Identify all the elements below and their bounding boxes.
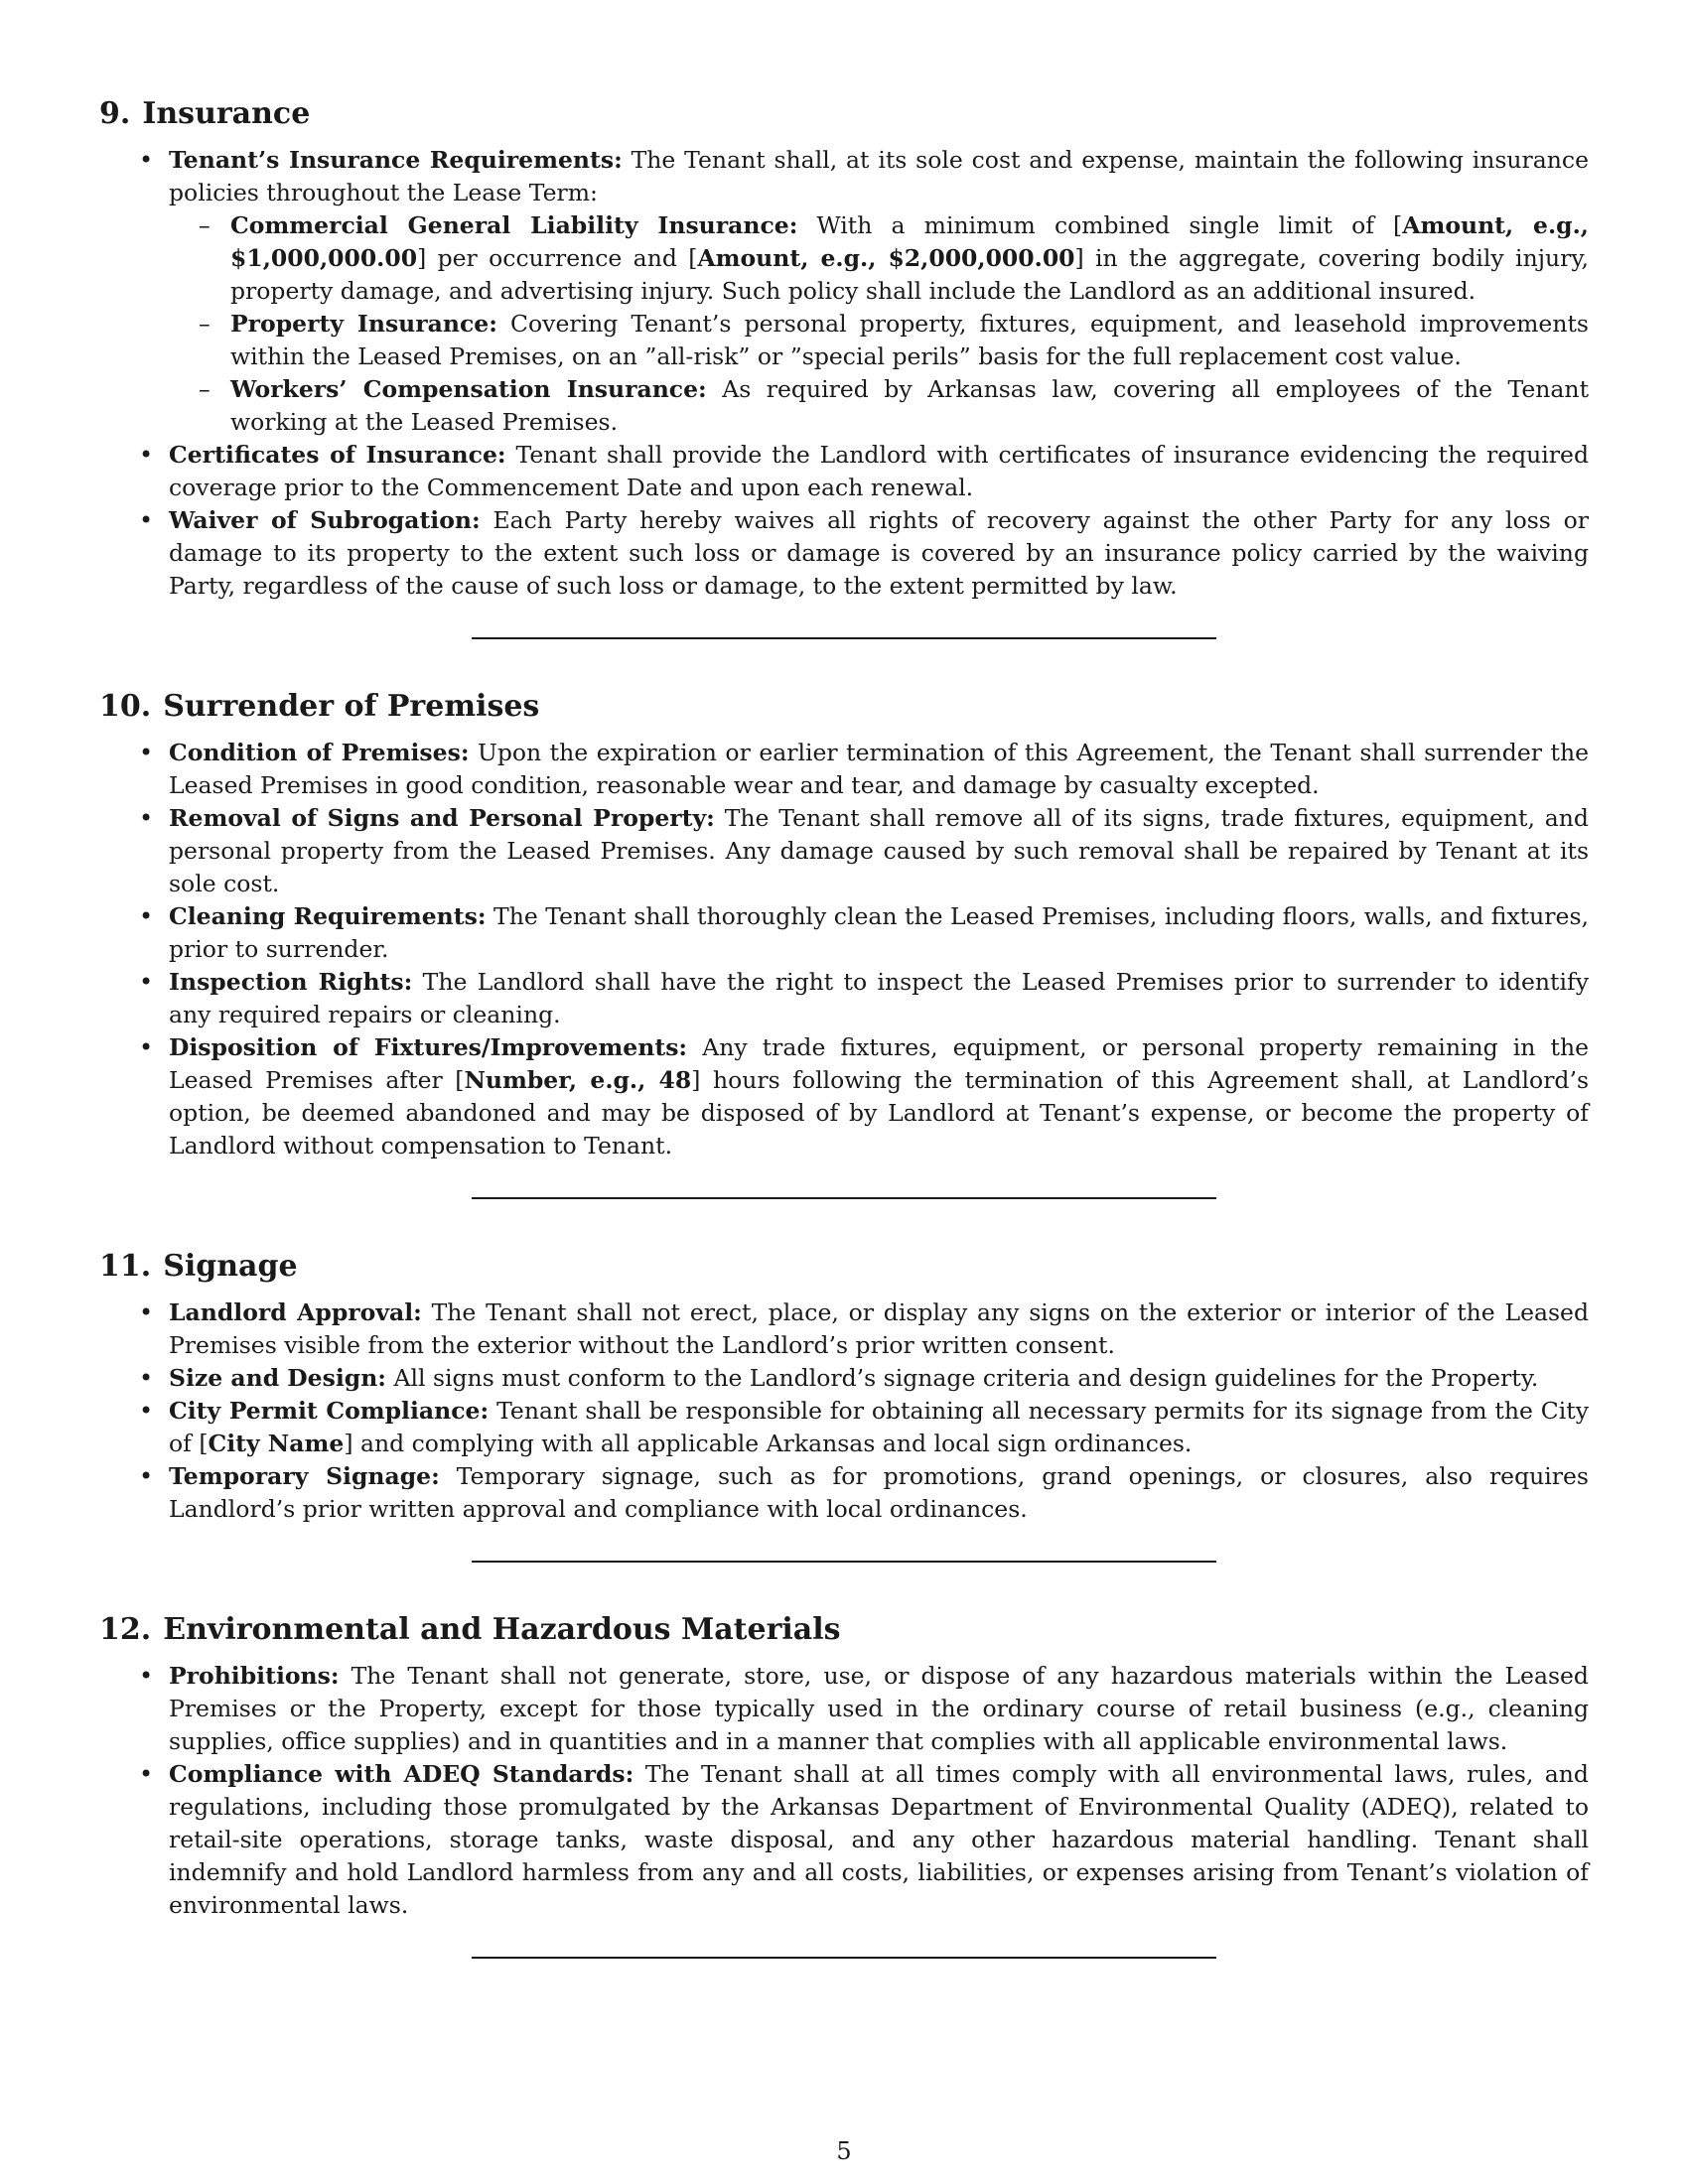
- bullet-list: [99, 144, 1589, 603]
- section-divider: [472, 1957, 1216, 1959]
- page-number: 5: [836, 2137, 852, 2165]
- item-text: Any trade fixtures, equipment, or personal property remaining in the Leased Premises after [: [169, 1033, 1590, 1094]
- list-item: [99, 439, 1589, 504]
- item-text: As required by Arkansas law, covering all employees of the Tenant working at the Leased Premises.: [230, 375, 1590, 436]
- item-text: ] in the aggregate, covering bodily injury, property damage, and advertising injury. Such policy shall include the Landlord as an additional insured.: [230, 244, 1589, 305]
- item-text: All signs must conform to the Landlord’s signage criteria and design guidelines for the Property.: [393, 1364, 1539, 1392]
- item-label: Inspection Rights:: [169, 968, 413, 996]
- section-heading: [99, 687, 1589, 727]
- placeholder-amount: Amount, e.g., $1,000,000.00: [230, 211, 1589, 272]
- list-item: [99, 1031, 1589, 1162]
- section-title: Environmental and Hazardous Materials: [163, 1612, 841, 1647]
- sub-list-item: [169, 209, 1589, 308]
- item-text: Covering Tenant’s personal property, fixtures, equipment, and leasehold improvements within the Leased Premises, on an ”all-risk” or ”special perils” basis for the full replacement cost value.: [230, 310, 1589, 370]
- list-item: [99, 1362, 1589, 1395]
- item-label: Disposition of Fixtures/Improvements:: [169, 1033, 688, 1061]
- item-text: Upon the expiration or earlier termination of this Agreement, the Tenant shall surrender the Leased Premises in good condition, reasonable wear and tear, and damage by casualty excepted.: [169, 739, 1589, 799]
- item-label: Compliance with ADEQ Standards:: [169, 1760, 634, 1788]
- list-item: [99, 1758, 1589, 1922]
- item-label: Property Insurance:: [230, 310, 497, 338]
- item-text: The Tenant shall thoroughly clean the Leased Premises, including floors, walls, and fixtures, prior to surrender.: [169, 902, 1589, 963]
- sub-list-item: [169, 373, 1589, 439]
- placeholder-city-name: City Name: [208, 1430, 345, 1457]
- document-page: [99, 94, 1589, 1959]
- item-text: The Tenant shall at all times comply with all environmental laws, rules, and regulations, including those promulgated by the Arkansas Department of Environmental Quality (ADEQ), related to retail-site operations, storage tanks, waste disposal, and any other hazardous material handling. Tenant shall indemnify and hold Landlord harmless from any and all costs, liabilities, or expenses arising from Tenant’s violation of environmental laws.: [169, 1760, 1589, 1919]
- list-item: [99, 966, 1589, 1031]
- section-number: 11.: [99, 1249, 152, 1284]
- item-label: Condition of Premises:: [169, 739, 470, 766]
- section-environmental: [99, 1610, 1589, 1959]
- list-item: [99, 1460, 1589, 1526]
- list-item: [99, 144, 1589, 439]
- item-label: Size and Design:: [169, 1364, 386, 1392]
- item-text: With a minimum combined single limit of [: [816, 211, 1403, 239]
- item-text: The Tenant shall not erect, place, or display any signs on the exterior or interior of the Leased Premises visible from the exterior without the Landlord’s prior written consent.: [169, 1298, 1589, 1359]
- section-number: 9.: [99, 96, 131, 131]
- placeholder-amount: Amount, e.g., $2,000,000.00: [697, 244, 1075, 272]
- list-item: [99, 900, 1589, 966]
- item-text: Temporary signage, such as for promotions, grand openings, or closures, also requires Landlord’s prior written approval and compliance with local ordinances.: [169, 1462, 1589, 1523]
- section-title: Signage: [163, 1249, 298, 1284]
- item-text: Each Party hereby waives all rights of recovery against the other Party for any loss or damage to its property to the extent such loss or damage is covered by an insurance policy carried by the waiving Party, regardless of the cause of such loss or damage, to the extent permitted by law.: [169, 506, 1589, 600]
- item-label: City Permit Compliance:: [169, 1397, 490, 1425]
- sub-list-item: [169, 308, 1589, 373]
- item-label: Cleaning Requirements:: [169, 902, 487, 930]
- section-heading: [99, 94, 1589, 134]
- list-item: [99, 802, 1589, 900]
- item-text: Tenant shall be responsible for obtaining all necessary permits for its signage from the City of [: [169, 1397, 1590, 1457]
- item-text: The Tenant shall, at its sole cost and expense, maintain the following insurance policies throughout the Lease Term:: [169, 146, 1589, 206]
- section-heading: [99, 1247, 1589, 1287]
- section-number: 10.: [99, 689, 152, 724]
- bullet-list: [99, 737, 1589, 1162]
- placeholder-number: Number, e.g., 48: [464, 1066, 692, 1094]
- item-label: Landlord Approval:: [169, 1298, 422, 1326]
- item-label: Temporary Signage:: [169, 1462, 440, 1490]
- item-text: ] and complying with all applicable Arkansas and local sign ordinances.: [344, 1430, 1193, 1457]
- list-item: [99, 1297, 1589, 1362]
- item-label: Removal of Signs and Personal Property:: [169, 804, 715, 832]
- sub-list: [169, 209, 1589, 439]
- item-text: The Landlord shall have the right to inspect the Leased Premises prior to surrender to identify any required repairs or cleaning.: [169, 968, 1589, 1028]
- item-text: ] hours following the termination of this Agreement shall, at Landlord’s option, be deemed abandoned and may be disposed of by Landlord at Tenant’s expense, or become the property of Landlord without compensation to Tenant.: [169, 1066, 1589, 1160]
- section-title: Surrender of Premises: [163, 689, 540, 724]
- section-insurance: [99, 94, 1589, 687]
- item-text: The Tenant shall remove all of its signs, trade fixtures, equipment, and personal property from the Leased Premises. Any damage caused by such removal shall be repaired by Tenant at its sole cost.: [169, 804, 1589, 897]
- bullet-list: [99, 1660, 1589, 1922]
- section-surrender-of-premises: [99, 687, 1589, 1247]
- item-label: Commercial General Liability Insurance:: [230, 211, 798, 239]
- list-item: [99, 1395, 1589, 1460]
- list-item: [99, 1660, 1589, 1758]
- item-text: ] per occurrence and [: [417, 244, 698, 272]
- item-label: Waiver of Subrogation:: [169, 506, 481, 534]
- section-number: 12.: [99, 1612, 152, 1647]
- list-item: [99, 504, 1589, 603]
- section-signage: [99, 1247, 1589, 1610]
- list-item: [99, 737, 1589, 802]
- item-label: Workers’ Compensation Insurance:: [230, 375, 707, 403]
- bullet-list: [99, 1297, 1589, 1526]
- item-label: Certificates of Insurance:: [169, 441, 506, 469]
- section-title: Insurance: [142, 96, 311, 131]
- item-text: Tenant shall provide the Landlord with certificates of insurance evidencing the required coverage prior to the Commencement Date and upon each renewal.: [169, 441, 1589, 501]
- item-label: Prohibitions:: [169, 1662, 340, 1690]
- section-heading: [99, 1610, 1589, 1650]
- item-text: The Tenant shall not generate, store, use, or dispose of any hazardous materials within the Leased Premises or the Property, except for those typically used in the ordinary course of retail business (e.g., cleaning supplies, office supplies) and in quantities and in a manner that complies with all applicable environmental laws.: [169, 1662, 1589, 1755]
- item-label: Tenant’s Insurance Requirements:: [169, 146, 623, 174]
